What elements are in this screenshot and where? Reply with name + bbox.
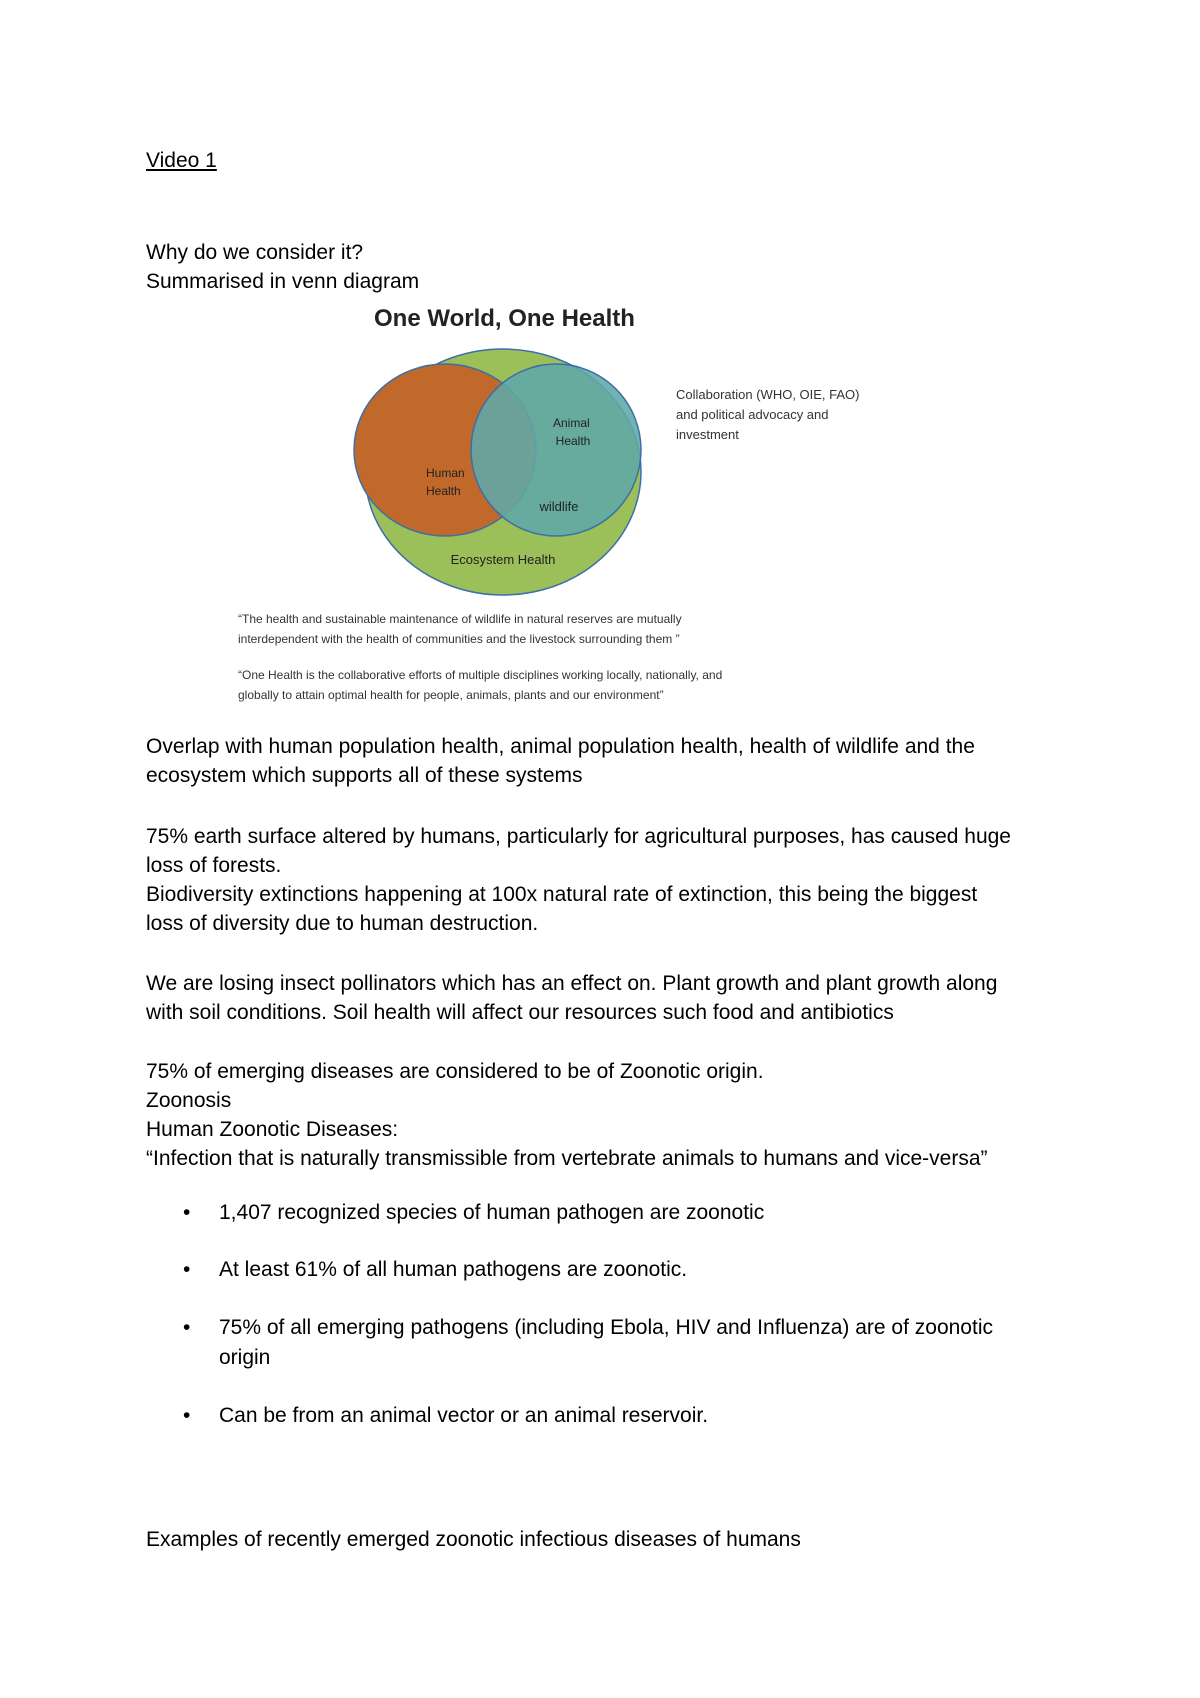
zoonotic-line-4: “Infection that is naturally transmissible from vertebrate animals to humans and vice-versa” — [146, 1147, 988, 1170]
earth-line-1: 75% earth surface altered by humans, particularly for agricultural purposes, has caused huge — [146, 825, 1011, 848]
overlap-line-2: ecosystem which supports all of these systems — [146, 764, 583, 787]
bullet-icon: • — [183, 1316, 191, 1339]
animal-health-label: Animal Health — [552, 416, 591, 448]
zoonotic-line-3: Human Zoonotic Diseases: — [146, 1118, 399, 1141]
bullet-icon: • — [183, 1201, 191, 1224]
earth-line-3: Biodiversity extinctions happening at 100x natural rate of extinction, this being the biggest — [146, 883, 978, 906]
earth-line-4: loss of diversity due to human destruction. — [146, 912, 539, 935]
intro-line-1: Why do we consider it? — [146, 241, 364, 264]
intro-line-2: Summarised in venn diagram — [146, 270, 420, 293]
collaboration-note: Collaboration (WHO, OIE, FAO) and political advocacy and investment — [676, 387, 860, 442]
quote-one-health-definition: “One Health is the collaborative efforts of multiple disciplines working locally, nationally, and globally to attain optimal health for people, animals, plants and our environment” — [238, 668, 723, 702]
wildlife-label: wildlife — [539, 499, 579, 514]
list-item-text: 75% of all emerging pathogens (including Ebola, HIV and Influenza) are of zoonotic origin — [219, 1316, 993, 1369]
insects-line-2: with soil conditions. Soil health will affect our resources such food and antibiotics — [146, 1001, 894, 1024]
human-health-label: Human Health — [426, 466, 465, 498]
bullet-icon: • — [183, 1258, 191, 1281]
section-heading: Video 1 — [146, 149, 217, 172]
closing-line: Examples of recently emerged zoonotic infectious diseases of humans — [146, 1528, 801, 1551]
overlap-line-1: Overlap with human population health, animal population health, health of wildlife and the — [146, 735, 975, 758]
venn-diagram — [220, 296, 940, 716]
ecosystem-health-label: Ecosystem Health — [450, 552, 556, 567]
venn-diagram-figure — [220, 296, 940, 716]
list-item-text: Can be from an animal vector or an animal reservoir. — [219, 1404, 709, 1427]
zoonotic-line-1: 75% of emerging diseases are considered to be of Zoonotic origin. — [146, 1060, 764, 1083]
insects-line-1: We are losing insect pollinators which has an effect on. Plant growth and plant growth along — [146, 972, 998, 995]
earth-line-2: loss of forests. — [146, 854, 282, 877]
list-item-text: 1,407 recognized species of human pathogen are zoonotic — [219, 1201, 765, 1224]
list-item-text: At least 61% of all human pathogens are zoonotic. — [219, 1258, 688, 1281]
bullet-icon: • — [183, 1404, 191, 1427]
zoonotic-line-2: Zoonosis — [146, 1089, 232, 1112]
quote-wildlife-reserves: “The health and sustainable maintenance of wildlife in natural reserves are mutually interdependent with the health of communities and the livestock surrounding them ” — [238, 612, 682, 646]
figure-title: One World, One Health — [374, 305, 635, 332]
